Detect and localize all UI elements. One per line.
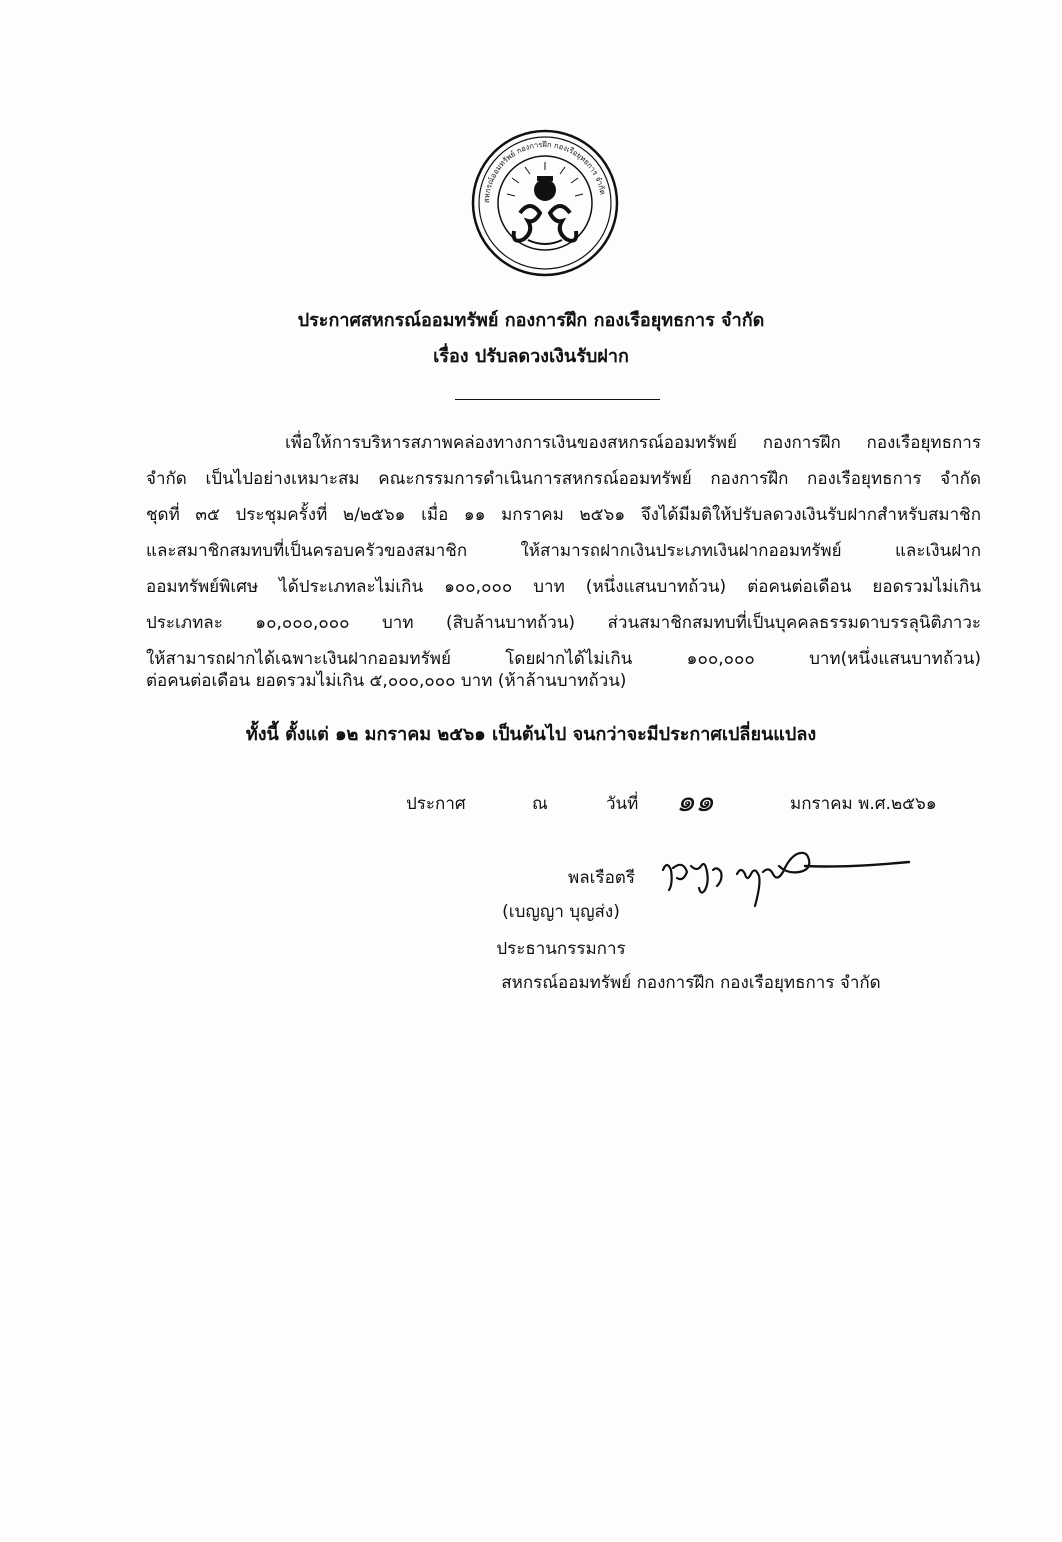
signatory-rank: พลเรือตรี [568, 868, 635, 888]
emblem-ring-text: สหกรณ์ออมทรัพย์ กองการฝึก กองเรือยุทธการ จำกัด [481, 139, 608, 204]
body-paragraph-line: เพื่อให้การบริหารสภาพคล่องทางการเงินของสหกรณ์ออมทรัพย์ กองการฝึก กองเรือยุทธการ [285, 433, 981, 453]
body-paragraph-line: ให้สามารถฝากได้เฉพาะเงินฝากออมทรัพย์ โดยฝากได้ไม่เกิน ๑๐๐,๐๐๐ บาท(หนึ่งแสนบาทถ้วน) [146, 649, 981, 669]
handwritten-day: ๑๑ [676, 784, 715, 819]
body-paragraph-line: ชุดที่ ๓๕ ประชุมครั้งที่ ๒/๒๕๖๑ เมื่อ ๑๑ มกราคม ๒๕๖๑ จึงได้มีมติให้ปรับลดวงเงินรับฝากสำหรับสมาชิก [146, 505, 981, 525]
body-paragraph-line: ประเภทละ ๑๐,๐๐๐,๐๐๐ บาท (สิบล้านบาทถ้วน) ส่วนสมาชิกสมทบที่เป็นบุคคลธรรมดาบรรลุนิติภาวะ [146, 613, 981, 633]
cooperative-emblem-icon [470, 128, 620, 278]
effective-date-statement: ทั้งนี้ ตั้งแต่ ๑๒ มกราคม ๒๕๖๑ เป็นต้นไป จนกว่าจะมีประกาศเปลี่ยนแปลง [245, 724, 817, 745]
signatory-name: (เบญญา บุญส่ง) [502, 902, 620, 922]
signatory-position: ประธานกรรมการ [496, 939, 626, 959]
body-paragraph-line: และสมาชิกสมทบที่เป็นครอบครัวของสมาชิก ให้สามารถฝากเงินประเภทเงินฝากออมทรัพย์ และเงินฝาก [146, 541, 981, 561]
announcement-day-label: วันที่ [606, 794, 639, 814]
body-paragraph-line: ต่อคนต่อเดือน ยอดรวมไม่เกิน ๕,๐๐๐,๐๐๐ บาท (ห้าล้านบาทถ้วน) [146, 671, 627, 691]
announcement-month-year: มกราคม พ.ศ.๒๕๖๑ [790, 794, 937, 814]
signatory-organization: สหกรณ์ออมทรัพย์ กองการฝึก กองเรือยุทธการ จำกัด [501, 973, 881, 993]
document-title: ประกาศสหกรณ์ออมทรัพย์ กองการฝึก กองเรือยุทธการ จำกัด [297, 310, 765, 331]
title-divider [455, 399, 660, 400]
body-paragraph-line: ออมทรัพย์พิเศษ ได้ประเภทละไม่เกิน ๑๐๐,๐๐๐ บาท (หนึ่งแสนบาทถ้วน) ต่อคนต่อเดือน ยอดรวมไม่เกิน [146, 577, 981, 597]
announcement-at-label: ณ [532, 794, 548, 814]
announcement-label: ประกาศ [406, 794, 466, 814]
document-subject: เรื่อง ปรับลดวงเงินรับฝาก [433, 346, 629, 367]
body-paragraph-line: จำกัด เป็นไปอย่างเหมาะสม คณะกรรมการดำเนินการสหกรณ์ออมทรัพย์ กองการฝึก กองเรือยุทธการ จำกัด [146, 469, 981, 489]
